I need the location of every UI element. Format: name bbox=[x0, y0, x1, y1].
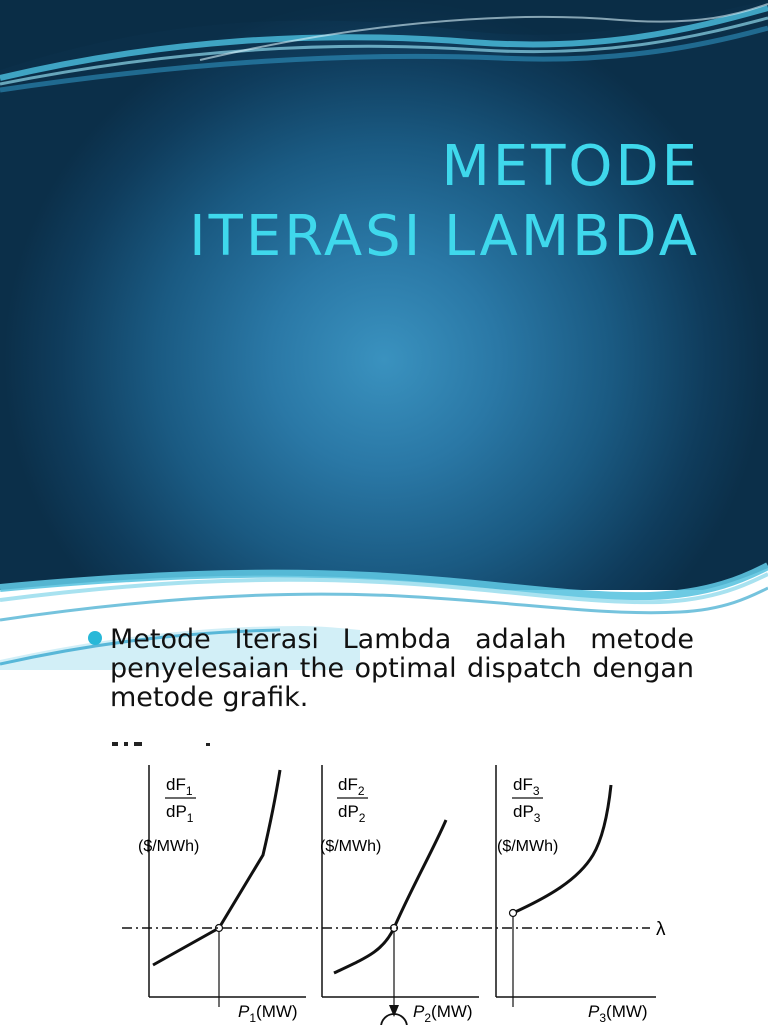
x-label-2: $P_2(MW)$ bbox=[413, 1002, 473, 1025]
unit-label-3: ($/MWh) bbox=[497, 838, 559, 855]
unit-label-1: ($/MWh) bbox=[138, 838, 200, 855]
lambda-label: λ bbox=[656, 919, 666, 940]
x-label-3: $P_3(MW)$ bbox=[588, 1002, 648, 1025]
title-line-2: ITERASI LAMBDA bbox=[189, 204, 700, 269]
unit-label-2: ($/MWh) bbox=[320, 838, 382, 855]
den-label-3: $dP_3$ bbox=[513, 802, 541, 825]
panel-2 bbox=[320, 765, 479, 1025]
bullet-text: Metode Iterasi Lambda adalah metode penyelesaian the optimal dispatch dengan metode grafik. bbox=[110, 624, 694, 713]
curve-1 bbox=[153, 770, 280, 965]
top-wave-decoration bbox=[0, 0, 768, 110]
x-label-1: $P_1(MW)$ bbox=[238, 1002, 298, 1025]
title-line-1: METODE bbox=[441, 134, 700, 199]
num-label-1: $dF_1$ bbox=[166, 775, 193, 798]
den-label-1: $dP_1$ bbox=[166, 802, 194, 825]
panel-1 bbox=[138, 765, 306, 1025]
bullet-dot-icon bbox=[88, 631, 102, 645]
marker-3 bbox=[510, 910, 517, 917]
panel-3 bbox=[496, 765, 656, 1025]
den-label-2: $dP_2$ bbox=[338, 802, 366, 825]
num-label-3: $dF_3$ bbox=[513, 775, 540, 798]
lambda-iteration-figure bbox=[108, 745, 688, 1025]
slide-title bbox=[189, 132, 700, 272]
num-label-2: $dF_2$ bbox=[338, 775, 365, 798]
